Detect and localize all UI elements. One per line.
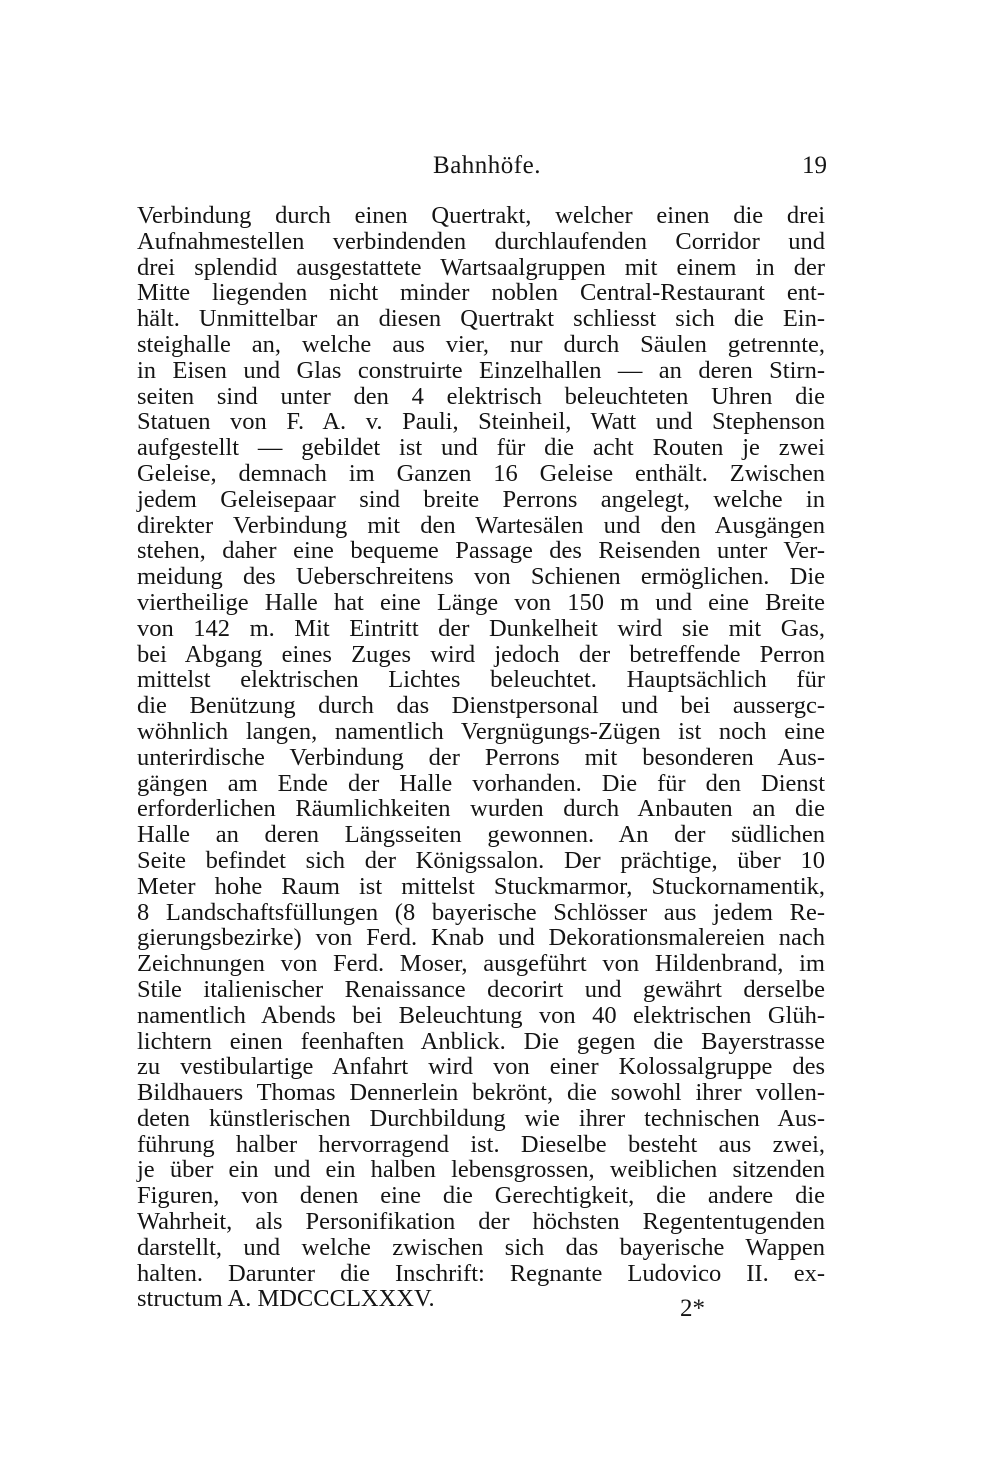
text-line: Statuen von F. A. v. Pauli, Steinheil, Watt und Stephenson <box>137 408 825 436</box>
text-line: wöhnlich langen, namentlich Vergnügungs-Zügen ist noch eine <box>137 717 825 745</box>
text-line: seiten sind unter den 4 elektrisch beleuchteten Uhren die <box>137 382 825 410</box>
text-line: Halle an deren Längsseiten gewonnen. An der südlichen <box>137 821 825 849</box>
text-line: erforderlichen Räumlichkeiten wurden durch Anbauten an die <box>137 795 825 823</box>
text-line: hält. Unmittelbar an diesen Quertrakt schliesst sich die Ein- <box>137 305 825 333</box>
text-line: gängen am Ende der Halle vorhanden. Die für den Dienst <box>137 769 825 797</box>
text-line: in Eisen und Glas construirte Einzelhallen — an deren Stirn- <box>137 356 825 384</box>
text-line: zu vestibulartige Anfahrt wird von einer Kolossalgruppe des <box>137 1053 825 1081</box>
text-line: Verbindung durch einen Quertrakt, welcher einen die drei <box>137 202 825 229</box>
text-line: Wahrheit, als Personifikation der höchsten Regententugenden <box>137 1208 825 1236</box>
text-line: Aufnahmestellen verbindenden durchlaufenden Corridor und <box>137 227 825 255</box>
text-line: Mitte liegenden nicht minder noblen Central-Restaurant ent- <box>137 279 825 307</box>
text-line: direkter Verbindung mit den Wartesälen und den Ausgängen <box>137 511 825 539</box>
text-line: je über ein und ein halben lebensgrossen, weiblichen sitzenden <box>137 1156 825 1184</box>
text-line: Zeichnungen von Ferd. Moser, ausgeführt von Hildenbrand, im <box>137 950 825 978</box>
text-line: jedem Geleisepaar sind breite Perrons angelegt, welche in <box>137 485 825 513</box>
text-line: halten. Darunter die Inschrift: Regnante Ludovico II. ex- <box>137 1259 825 1287</box>
text-line: aufgestellt — gebildet ist und für die acht Routen je zwei <box>137 434 825 462</box>
text-line: Seite befindet sich der Königssalon. Der prächtige, über 10 <box>137 846 825 874</box>
text-line: structum A. MDCCCLXXXV. <box>137 1285 435 1313</box>
text-line: drei splendid ausgestattete Wartsaalgruppen mit einem in der <box>137 253 825 281</box>
text-line: stehen, daher eine bequeme Passage des Reisenden unter Ver- <box>137 537 825 565</box>
text-line: mittelst elektrischen Lichtes beleuchtet. Hauptsächlich für <box>137 666 825 694</box>
text-line: Meter hohe Raum ist mittelst Stuckmarmor, Stuckornamentik, <box>137 872 825 900</box>
text-line: gierungsbezirke) von Ferd. Knab und Dekorationsmalereien nach <box>137 924 825 952</box>
text-line: steighalle an, welche aus vier, nur durch Säulen getrennte, <box>137 330 825 358</box>
text-line: meidung des Ueberschreitens von Schienen ermöglichen. Die <box>137 563 825 591</box>
text-line: von 142 m. Mit Eintritt der Dunkelheit wird sie mit Gas, <box>137 614 825 642</box>
text-line: bei Abgang eines Zuges wird jedoch der betreffende Perron <box>137 640 825 668</box>
text-line: Bildhauers Thomas Dennerlein bekrönt, die sowohl ihrer vollen- <box>137 1079 825 1107</box>
text-line: Geleise, demnach im Ganzen 16 Geleise enthält. Zwischen <box>137 459 825 487</box>
text-line: viertheilige Halle hat eine Länge von 150 m und eine Breite <box>137 588 825 616</box>
text-line: unterirdische Verbindung der Perrons mit besonderen Aus- <box>137 743 825 771</box>
text-line: führung halber hervorragend ist. Dieselbe besteht aus zwei, <box>137 1130 825 1158</box>
signature-mark: 2* <box>680 1295 705 1322</box>
text-line: darstellt, und welche zwischen sich das bayerische Wappen <box>137 1233 825 1261</box>
text-line: deten künstlerischen Durchbildung wie ihrer technischen Aus- <box>137 1104 825 1132</box>
text-line: lichtern einen feenhaften Anblick. Die gegen die Bayerstrasse <box>137 1027 825 1055</box>
text-line: namentlich Abends bei Beleuchtung von 40 elektrischen Glüh- <box>137 1001 825 1029</box>
text-line: 8 Landschaftsfüllungen (8 bayerische Schlösser aus jedem Re- <box>137 898 825 926</box>
body-text <box>137 203 825 1312</box>
page-number: 19 <box>802 152 827 179</box>
page-header <box>137 146 837 186</box>
text-line: Stile italienischer Renaissance decorirt und gewährt derselbe <box>137 975 825 1003</box>
text-line: die Benützung durch das Dienstpersonal und bei aussergc- <box>137 692 825 720</box>
running-head: Bahnhöfe. <box>433 152 541 179</box>
text-line: Figuren, von denen eine die Gerechtigkeit, die andere die <box>137 1182 825 1210</box>
